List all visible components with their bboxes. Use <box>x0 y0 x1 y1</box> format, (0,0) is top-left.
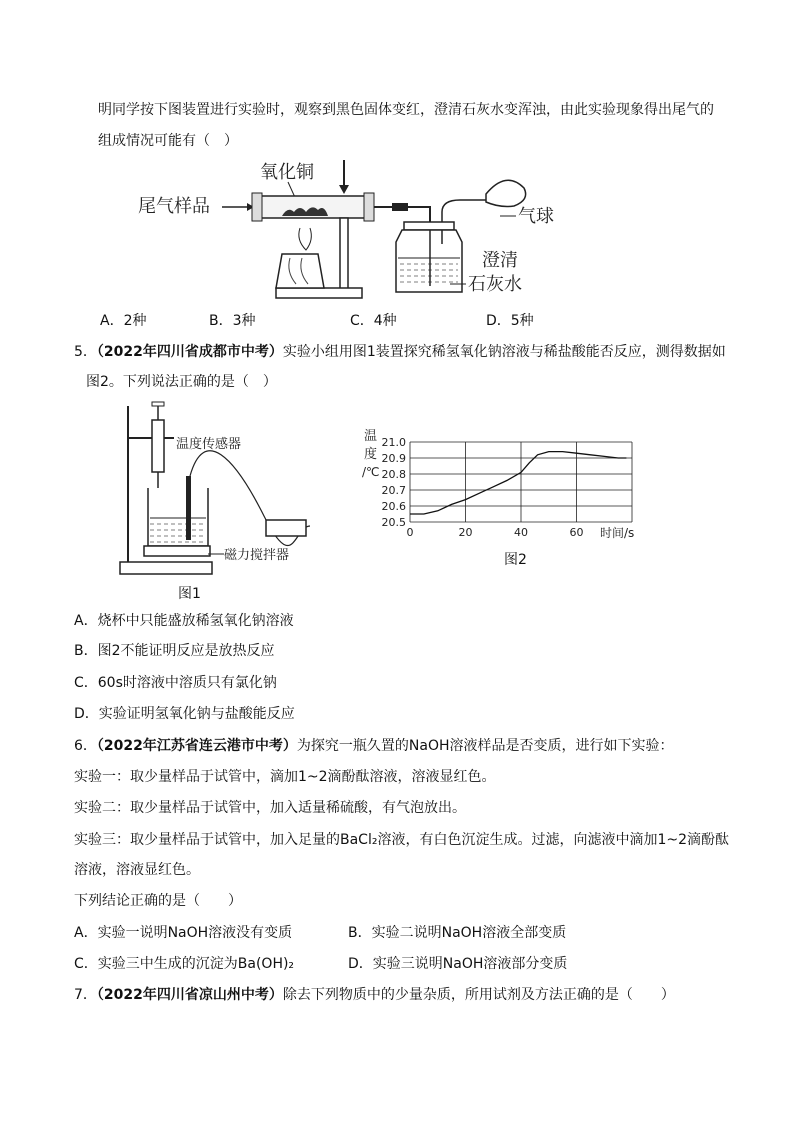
q7-stem-text: 除去下列物质中的少量杂质，所用试剂及方法正确的是（ ） <box>282 987 675 1003</box>
q6-source: （2022年江苏省连云港市中考） <box>96 738 297 754</box>
y-tick-label-3: 20.8 <box>381 468 406 481</box>
label-temperature-sensor: 温度传感器 <box>176 437 242 452</box>
x-tick-label-0: 0 <box>406 526 414 539</box>
q4-stem-line2: 组成情况可能有（ ） <box>98 133 238 149</box>
q6-option-d[interactable]: D．实验三说明NaOH溶液部分变质 <box>348 956 568 972</box>
y-tick-label-2: 20.7 <box>381 484 406 497</box>
x-tick-label-2: 40 <box>514 526 528 539</box>
q7-number: 7． <box>74 987 97 1003</box>
q6-stem-text: 为探究一瓶久置的NaOH溶液样品是否变质，进行如下实验： <box>296 738 674 754</box>
label-magnetic-stirrer: 磁力搅拌器 <box>224 548 290 563</box>
y-tick-label-5: 21.0 <box>381 436 406 449</box>
q5-option-b[interactable]: B．图2不能证明反应是放热反应 <box>74 643 275 659</box>
y-tick-label-4: 20.9 <box>381 452 406 465</box>
q5-temperature-chart <box>358 428 648 568</box>
y-axis-label-char1: 温 <box>364 429 378 444</box>
q4-stem-line1: 明同学按下图装置进行实验时，观察到黑色固体变红，澄清石灰水变浑浊，由此实验现象得出尾气的 <box>98 102 714 118</box>
q5-figure2-caption: 图2 <box>504 552 527 568</box>
q6-experiment-3-line2: 溶液，溶液显红色。 <box>74 862 200 878</box>
q6-stem <box>74 736 674 756</box>
q5-stem-line2: 图2。下列说法正确的是（ ） <box>86 374 277 390</box>
q5-number: 5． <box>74 344 97 360</box>
q5-source: （2022年四川省成都市中考） <box>96 344 283 360</box>
q4-apparatus-figure <box>130 158 690 308</box>
q5-figure1-caption: 图1 <box>178 586 201 602</box>
y-tick-label-1: 20.6 <box>381 500 406 513</box>
label-limewater-2: 石灰水 <box>468 274 522 295</box>
q4-option-d[interactable]: D．5种 <box>486 313 534 329</box>
label-balloon: 气球 <box>518 206 554 227</box>
x-tick-label-3: 60 <box>569 526 584 539</box>
label-tail-gas-sample: 尾气样品 <box>138 196 210 217</box>
q7-source: （2022年四川省凉山州中考） <box>96 987 283 1003</box>
q6-option-a[interactable]: A．实验一说明NaOH溶液没有变质 <box>74 925 293 941</box>
y-axis-label-char2: 度 <box>364 447 378 462</box>
q6-number: 6． <box>74 738 97 754</box>
label-copper-oxide: 氧化铜 <box>260 162 314 183</box>
q6-question: 下列结论正确的是（ ） <box>74 893 242 909</box>
x-axis-label: 时间/s <box>600 526 635 540</box>
q5-stem-text: 实验小组用图1装置探究稀氢氧化钠溶液与稀盐酸能否反应，测得数据如 <box>282 344 726 360</box>
series-line-temperature <box>410 452 626 514</box>
q5-option-d[interactable]: D．实验证明氢氧化钠与盐酸能反应 <box>74 706 295 722</box>
label-limewater-1: 澄清 <box>482 250 518 271</box>
q5-option-c[interactable]: C．60s时溶液中溶质只有氯化钠 <box>74 675 277 691</box>
q5-stem-line1 <box>74 342 726 362</box>
q6-experiment-1: 实验一：取少量样品于试管中，滴加1~2滴酚酞溶液，溶液显红色。 <box>74 769 496 785</box>
q6-option-c[interactable]: C．实验三中生成的沉淀为Ba(OH)₂ <box>74 956 295 972</box>
q6-experiment-3-line1: 实验三：取少量样品于试管中，加入足量的BaCl₂溶液，有白色沉淀生成。过滤，向滤液中滴加1~2滴酚酞 <box>74 832 730 848</box>
q6-option-b[interactable]: B．实验二说明NaOH溶液全部变质 <box>348 925 567 941</box>
q7-stem <box>74 985 675 1005</box>
q4-option-c[interactable]: C．4种 <box>350 313 397 329</box>
q4-option-b[interactable]: B．3种 <box>209 313 256 329</box>
y-tick-label-0: 20.5 <box>381 516 406 529</box>
q4-option-a[interactable]: A．2种 <box>100 313 147 329</box>
q6-experiment-2: 实验二：取少量样品于试管中，加入适量稀硫酸，有气泡放出。 <box>74 800 466 816</box>
q5-option-a[interactable]: A．烧杯中只能盛放稀氢氧化钠溶液 <box>74 613 294 629</box>
q5-figure1-apparatus <box>114 396 324 596</box>
x-tick-label-1: 20 <box>458 526 473 539</box>
y-axis-label-char3: /℃ <box>362 465 380 479</box>
